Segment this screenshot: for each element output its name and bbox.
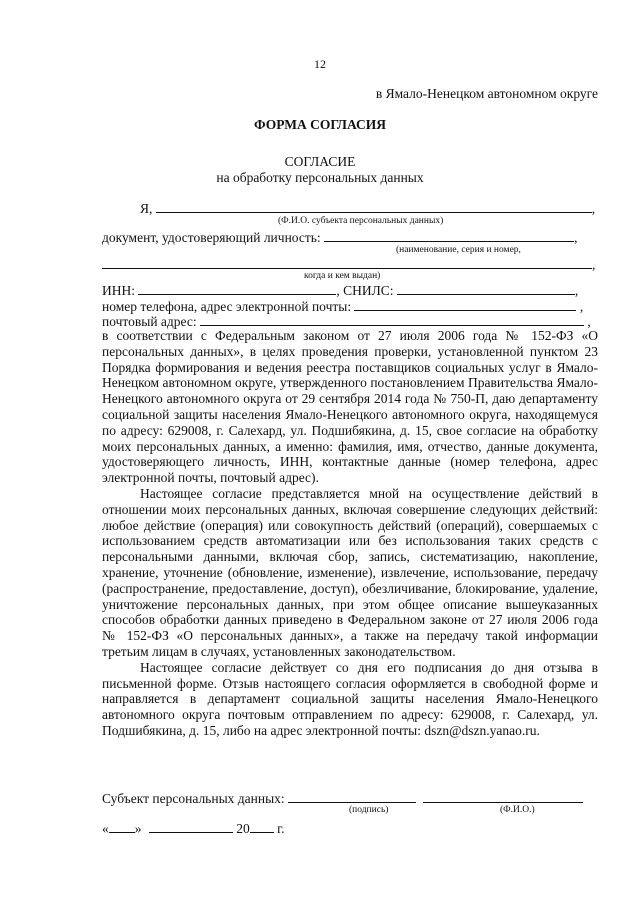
inn-blank[interactable] — [138, 282, 336, 295]
date-open-quote: « — [102, 821, 109, 836]
fio-hint: (Ф.И.О. субъекта персональных данных) — [278, 216, 444, 226]
phone-email-line: номер телефона, адрес электронной почты: , — [102, 299, 584, 314]
signature-label: Субъект персональных данных: — [102, 791, 285, 806]
snils-label: , СНИЛС: — [336, 283, 394, 298]
document-subtitle: на обработку персональных данных — [216, 170, 424, 185]
date-year-blank[interactable] — [250, 820, 274, 833]
consent-paragraph-1: в соответствии с Федеральным законом от 27 июля 2006 года № 152-ФЗ «О персональных данных», в целях проведения проверки, установленной пунктом 23 Порядка формирования и ведения реестра поставщиков социальных услуг в Ямало-Ненецком автономном округе, утвержденного постановлением Правительства Ямало-Ненецкого автономного округа от 29 сентября 2014 года № 750-П, даю департаменту социальной защиты населения Ямало-Ненецкого автономного округа, находящемуся по адресу: 629008, г. Салехард, ул. Подшибякина, д. 15, свое согласие на обработку моих персональных данных, а именно: фамилия, имя, отчество, данные документа, удостоверяющего личность, ИНН, контактные данные (номер телефона, адрес электронной почты, почтовый адрес). — [102, 328, 598, 486]
inn-label: ИНН: — [102, 283, 135, 298]
date-month-blank[interactable] — [149, 820, 233, 833]
region-line: в Ямало-Ненецком автономном округе — [375, 86, 598, 101]
form-title: ФОРМА СОГЛАСИЯ — [253, 117, 387, 132]
inn-snils-line: ИНН: , СНИЛС: , — [102, 283, 579, 298]
document-blank[interactable] — [324, 229, 574, 242]
ya-label: Я, — [140, 201, 153, 216]
date-year-prefix: 20 — [236, 821, 250, 836]
document-line: документ, удостоверяющий личность: , — [102, 230, 578, 245]
signature-blank[interactable] — [288, 790, 416, 803]
date-day-blank[interactable] — [109, 820, 135, 833]
document-title: СОГЛАСИЕ — [284, 154, 356, 169]
consent-body — [102, 328, 598, 739]
document-hint: (наименование, серия и номер, — [396, 245, 521, 255]
signature-fio-hint: (Ф.И.О.) — [500, 805, 535, 815]
phone-email-blank[interactable] — [354, 298, 576, 311]
document-label: документ, удостоверяющий личность: — [102, 230, 321, 245]
date-line — [102, 820, 285, 837]
postal-address-blank[interactable] — [200, 313, 584, 326]
signature-fio-blank[interactable] — [423, 790, 583, 803]
document-continued-blank[interactable] — [102, 256, 592, 269]
document-title-block — [0, 154, 640, 186]
page-number: 12 — [314, 57, 326, 71]
consent-paragraph-3: Настоящее согласие действует со дня его подписания до дня отзыва в письменной форме. Отзыв настоящего согласия оформляется в свободной форме и направляется в департамент социальной защиты населения Ямало-Ненецкого автономного округа почтовым отправлением по адресу: 629008, г. Салехард, ул. Подшибякина, д. 15, либо на адрес электронной почты: dszn@dszn.yanao.ru. — [102, 659, 598, 738]
snils-blank[interactable] — [397, 282, 575, 295]
phone-email-label: номер телефона, адрес электронной почты: — [102, 299, 352, 314]
date-close-quote: » — [134, 821, 142, 836]
postal-address-label: почтовый адрес: — [102, 314, 197, 329]
document-continued-line: , — [102, 256, 598, 273]
signature-sign-hint: (подпись) — [349, 805, 389, 815]
postal-address-line: почтовый адрес: , — [102, 314, 591, 329]
fio-blank[interactable] — [156, 200, 592, 213]
date-year-suffix: г. — [277, 821, 285, 836]
document-hint-2: когда и кем выдан) — [304, 271, 381, 281]
fio-line: Я, , — [140, 201, 596, 216]
consent-paragraph-2: Настоящее согласие представляется мной на осуществление действий в отношении моих персональных данных, включая совершение следующих действий: любое действие (операция) или совокупность действий (операций), совершаемых с использованием средств автоматизации или без использования таких средств с персональными данными, включая сбор, запись, систематизацию, накопление, хранение, уточнение (обновление, изменение), извлечение, использование, передачу (распространение, предоставление, доступ), обезличивание, блокирование, удаление, уничтожение персональных данных, при этом общее описание вышеуказанных способов обработки данных приведено в Федеральном законе от 27 июля 2006 года № 152-ФЗ «О персональных данных», а также на передачу такой информации третьим лицам в случаях, установленных законодательством. — [102, 485, 598, 659]
